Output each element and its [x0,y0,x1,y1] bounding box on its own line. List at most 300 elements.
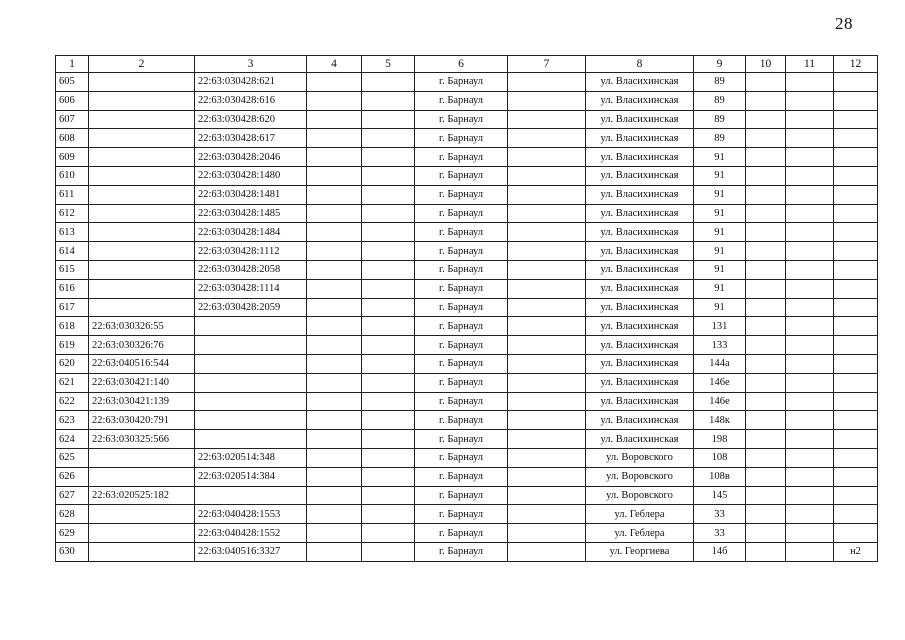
cell-col10 [746,373,786,392]
cell-street: ул. Власихинская [586,73,694,92]
cell-house-number: 146е [694,392,746,411]
table-row [56,448,878,467]
cell-col7 [508,392,586,411]
cell-col10 [746,91,786,110]
cell-col7 [508,505,586,524]
cell-cadastral-building: 22:63:040516:3327 [195,542,307,561]
cell-col11 [786,448,834,467]
cell-city: г. Барнаул [415,524,508,543]
table-row [56,411,878,430]
cell-col10 [746,411,786,430]
cell-col5 [362,204,415,223]
table-row [56,91,878,110]
cell-street: ул. Власихинская [586,204,694,223]
cell-note [834,298,878,317]
cell-col10 [746,260,786,279]
cell-col10 [746,524,786,543]
cell-cadastral-building: 22:63:030428:2046 [195,148,307,167]
cell-col4 [307,91,362,110]
cell-col4 [307,73,362,92]
cell-number: 608 [56,129,89,148]
cell-house-number: 33 [694,524,746,543]
cell-house-number: 91 [694,185,746,204]
cell-col11 [786,467,834,486]
cell-house-number: 108в [694,467,746,486]
table-row [56,204,878,223]
cell-col10 [746,166,786,185]
cell-col5 [362,91,415,110]
cell-col4 [307,524,362,543]
cell-col7 [508,486,586,505]
cell-street: ул. Власихинская [586,148,694,167]
cell-house-number: 91 [694,260,746,279]
cell-col4 [307,354,362,373]
col-header-8: 8 [586,56,694,73]
cell-col4 [307,298,362,317]
cell-street: ул. Власихинская [586,260,694,279]
cell-note [834,204,878,223]
cell-note [834,411,878,430]
cell-col11 [786,129,834,148]
col-header-7: 7 [508,56,586,73]
cell-house-number: 91 [694,298,746,317]
table-row [56,505,878,524]
cell-note [834,279,878,298]
cell-col7 [508,542,586,561]
cell-col5 [362,279,415,298]
cell-col7 [508,242,586,261]
cell-city: г. Барнаул [415,242,508,261]
table-row [56,467,878,486]
cell-note [834,467,878,486]
cell-col7 [508,110,586,129]
cell-col11 [786,317,834,336]
table-row [56,542,878,561]
cell-house-number: 148к [694,411,746,430]
cell-col10 [746,298,786,317]
table-row [56,166,878,185]
cell-street: ул. Власихинская [586,279,694,298]
cell-number: 624 [56,430,89,449]
cell-col11 [786,373,834,392]
cell-col7 [508,317,586,336]
col-header-9: 9 [694,56,746,73]
cell-col10 [746,279,786,298]
cell-city: г. Барнаул [415,185,508,204]
table-row [56,354,878,373]
cell-col5 [362,505,415,524]
cell-number: 613 [56,223,89,242]
cell-cadastral-building [195,336,307,355]
cell-city: г. Барнаул [415,542,508,561]
table-row [56,524,878,543]
cell-cadastral-building: 22:63:030428:1114 [195,279,307,298]
col-header-10: 10 [746,56,786,73]
cell-street: ул. Власихинская [586,336,694,355]
cell-number: 622 [56,392,89,411]
cell-house-number: 89 [694,73,746,92]
cell-cadastral-building [195,486,307,505]
cell-cadastral-land [89,129,195,148]
cell-number: 630 [56,542,89,561]
cell-col4 [307,185,362,204]
cell-col4 [307,448,362,467]
cell-col4 [307,110,362,129]
cell-city: г. Барнаул [415,148,508,167]
cell-number: 621 [56,373,89,392]
cell-number: 615 [56,260,89,279]
cell-cadastral-land [89,166,195,185]
cell-col7 [508,373,586,392]
cell-col4 [307,129,362,148]
cell-col7 [508,73,586,92]
cell-note [834,354,878,373]
cell-col11 [786,110,834,129]
cell-col7 [508,91,586,110]
cell-city: г. Барнаул [415,467,508,486]
cell-col7 [508,467,586,486]
cell-number: 609 [56,148,89,167]
cell-cadastral-land [89,242,195,261]
cell-col4 [307,392,362,411]
cell-note [834,148,878,167]
cell-col5 [362,354,415,373]
cell-note [834,73,878,92]
cell-col7 [508,298,586,317]
cell-col7 [508,279,586,298]
table-row [56,298,878,317]
cell-col4 [307,204,362,223]
cell-col5 [362,73,415,92]
cell-city: г. Барнаул [415,411,508,430]
cell-col10 [746,223,786,242]
cell-city: г. Барнаул [415,166,508,185]
cell-col4 [307,336,362,355]
cell-city: г. Барнаул [415,260,508,279]
cell-col11 [786,298,834,317]
cell-house-number: 89 [694,110,746,129]
table-row [56,223,878,242]
cell-col10 [746,448,786,467]
cell-col7 [508,354,586,373]
cell-col10 [746,148,786,167]
cell-col5 [362,129,415,148]
cell-col5 [362,336,415,355]
cell-col7 [508,430,586,449]
cell-note [834,91,878,110]
cell-cadastral-building: 22:63:030428:1484 [195,223,307,242]
cell-col7 [508,166,586,185]
cell-col5 [362,411,415,430]
cell-note [834,505,878,524]
cell-number: 607 [56,110,89,129]
cell-col4 [307,242,362,261]
table-row [56,430,878,449]
table-row [56,392,878,411]
cell-house-number: 14б [694,542,746,561]
cell-house-number: 91 [694,204,746,223]
cell-col11 [786,279,834,298]
cell-house-number: 91 [694,148,746,167]
cell-col11 [786,148,834,167]
cell-col10 [746,204,786,223]
table-row [56,336,878,355]
cell-col11 [786,185,834,204]
cell-cadastral-land [89,542,195,561]
cell-col4 [307,542,362,561]
cell-col4 [307,505,362,524]
table-row [56,373,878,392]
col-header-4: 4 [307,56,362,73]
cell-col10 [746,242,786,261]
table-row [56,317,878,336]
cell-cadastral-land: 22:63:030421:139 [89,392,195,411]
cell-street: ул. Власихинская [586,411,694,430]
cell-city: г. Барнаул [415,298,508,317]
cell-col5 [362,166,415,185]
cell-cadastral-land [89,298,195,317]
cell-cadastral-building: 22:63:030428:2059 [195,298,307,317]
cell-cadastral-land [89,185,195,204]
cell-cadastral-land [89,524,195,543]
cell-col7 [508,336,586,355]
table-row [56,73,878,92]
cell-cadastral-building [195,373,307,392]
cell-col4 [307,430,362,449]
cell-street: ул. Власихинская [586,298,694,317]
cell-col10 [746,336,786,355]
cell-col5 [362,148,415,167]
cell-city: г. Барнаул [415,373,508,392]
cell-cadastral-land: 22:63:030421:140 [89,373,195,392]
cell-street: ул. Власихинская [586,392,694,411]
cell-number: 616 [56,279,89,298]
cell-cadastral-land [89,73,195,92]
cell-street: ул. Власихинская [586,430,694,449]
cell-number: 610 [56,166,89,185]
cell-col11 [786,242,834,261]
cell-cadastral-land [89,148,195,167]
col-header-6: 6 [415,56,508,73]
cell-street: ул. Воровского [586,448,694,467]
cell-col4 [307,223,362,242]
cell-col4 [307,148,362,167]
cell-col11 [786,91,834,110]
cell-cadastral-building: 22:63:030428:621 [195,73,307,92]
cell-cadastral-land [89,260,195,279]
col-header-11: 11 [786,56,834,73]
cell-col4 [307,467,362,486]
cell-note [834,242,878,261]
cell-col10 [746,486,786,505]
cell-cadastral-building: 22:63:020514:384 [195,467,307,486]
cell-cadastral-land: 22:63:030325:566 [89,430,195,449]
cell-cadastral-building: 22:63:040428:1553 [195,505,307,524]
table-row [56,242,878,261]
cell-number: 626 [56,467,89,486]
cell-house-number: 91 [694,166,746,185]
cell-street: ул. Власихинская [586,223,694,242]
cell-col7 [508,260,586,279]
cell-col7 [508,411,586,430]
cell-col7 [508,129,586,148]
cell-city: г. Барнаул [415,279,508,298]
cell-col5 [362,223,415,242]
cell-col10 [746,110,786,129]
cell-cadastral-building [195,317,307,336]
col-header-1: 1 [56,56,89,73]
cell-col11 [786,166,834,185]
cell-note [834,448,878,467]
cell-note [834,110,878,129]
cell-col11 [786,524,834,543]
cell-note [834,524,878,543]
cell-number: 627 [56,486,89,505]
cell-street: ул. Геблера [586,524,694,543]
cell-col5 [362,448,415,467]
cell-note [834,430,878,449]
cell-note [834,129,878,148]
cell-city: г. Барнаул [415,354,508,373]
cell-number: 625 [56,448,89,467]
cell-col5 [362,486,415,505]
cell-col4 [307,411,362,430]
cell-col10 [746,542,786,561]
cell-note [834,373,878,392]
cell-number: 611 [56,185,89,204]
cell-city: г. Барнаул [415,317,508,336]
cell-col10 [746,73,786,92]
table-row [56,185,878,204]
page-number: 28 [835,14,853,33]
cell-cadastral-building: 22:63:040428:1552 [195,524,307,543]
col-header-5: 5 [362,56,415,73]
cell-city: г. Барнаул [415,129,508,148]
cell-col10 [746,467,786,486]
cell-city: г. Барнаул [415,73,508,92]
cell-street: ул. Воровского [586,467,694,486]
cell-city: г. Барнаул [415,223,508,242]
cell-col5 [362,392,415,411]
cell-number: 629 [56,524,89,543]
cell-col5 [362,298,415,317]
cell-number: 606 [56,91,89,110]
cell-note [834,392,878,411]
cell-city: г. Барнаул [415,392,508,411]
cell-col4 [307,317,362,336]
cell-cadastral-land [89,279,195,298]
cell-col11 [786,354,834,373]
cell-city: г. Барнаул [415,336,508,355]
cell-note [834,166,878,185]
cell-col5 [362,260,415,279]
cell-cadastral-building: 22:63:020514:348 [195,448,307,467]
cell-col10 [746,317,786,336]
cell-col11 [786,204,834,223]
cell-cadastral-building [195,354,307,373]
cell-cadastral-land [89,110,195,129]
cell-col5 [362,467,415,486]
cell-col5 [362,110,415,129]
cell-col11 [786,73,834,92]
cell-col4 [307,166,362,185]
cell-house-number: 89 [694,91,746,110]
cell-col7 [508,524,586,543]
cell-cadastral-land [89,505,195,524]
cell-cadastral-land [89,448,195,467]
cell-cadastral-building: 22:63:030428:616 [195,91,307,110]
cell-number: 620 [56,354,89,373]
cell-street: ул. Власихинская [586,242,694,261]
cell-number: 619 [56,336,89,355]
table-row [56,110,878,129]
cell-col10 [746,430,786,449]
cell-col4 [307,373,362,392]
cell-house-number: 145 [694,486,746,505]
cell-col10 [746,392,786,411]
cell-col7 [508,148,586,167]
cell-note [834,317,878,336]
cell-house-number: 33 [694,505,746,524]
cell-col11 [786,411,834,430]
cell-cadastral-land: 22:63:030326:76 [89,336,195,355]
cell-number: 623 [56,411,89,430]
cell-number: 618 [56,317,89,336]
cell-col5 [362,430,415,449]
cell-street: ул. Власихинская [586,91,694,110]
cell-street: ул. Власихинская [586,129,694,148]
register-table [55,55,878,562]
table-row [56,486,878,505]
cell-house-number: 89 [694,129,746,148]
cell-col7 [508,204,586,223]
cell-cadastral-land: 22:63:040516:544 [89,354,195,373]
cell-street: ул. Георгиева [586,542,694,561]
cell-col4 [307,486,362,505]
cell-col11 [786,486,834,505]
cell-house-number: 198 [694,430,746,449]
cell-house-number: 108 [694,448,746,467]
cell-col7 [508,448,586,467]
table-row [56,129,878,148]
table-row [56,260,878,279]
cell-street: ул. Власихинская [586,185,694,204]
cell-city: г. Барнаул [415,91,508,110]
cell-city: г. Барнаул [415,448,508,467]
cell-house-number: 91 [694,223,746,242]
cell-col10 [746,185,786,204]
cell-city: г. Барнаул [415,486,508,505]
cell-street: ул. Власихинская [586,110,694,129]
cell-cadastral-building: 22:63:030428:620 [195,110,307,129]
cell-note [834,260,878,279]
cell-col11 [786,430,834,449]
cell-note [834,486,878,505]
cell-cadastral-land [89,204,195,223]
cell-cadastral-building [195,411,307,430]
cell-street: ул. Власихинская [586,354,694,373]
cell-col11 [786,392,834,411]
cell-number: 628 [56,505,89,524]
cell-house-number: 144а [694,354,746,373]
cell-cadastral-building [195,430,307,449]
cell-cadastral-land: 22:63:030326:55 [89,317,195,336]
cell-street: ул. Геблера [586,505,694,524]
cell-house-number: 91 [694,242,746,261]
cell-cadastral-building: 22:63:030428:2058 [195,260,307,279]
cell-col10 [746,354,786,373]
cell-col5 [362,524,415,543]
